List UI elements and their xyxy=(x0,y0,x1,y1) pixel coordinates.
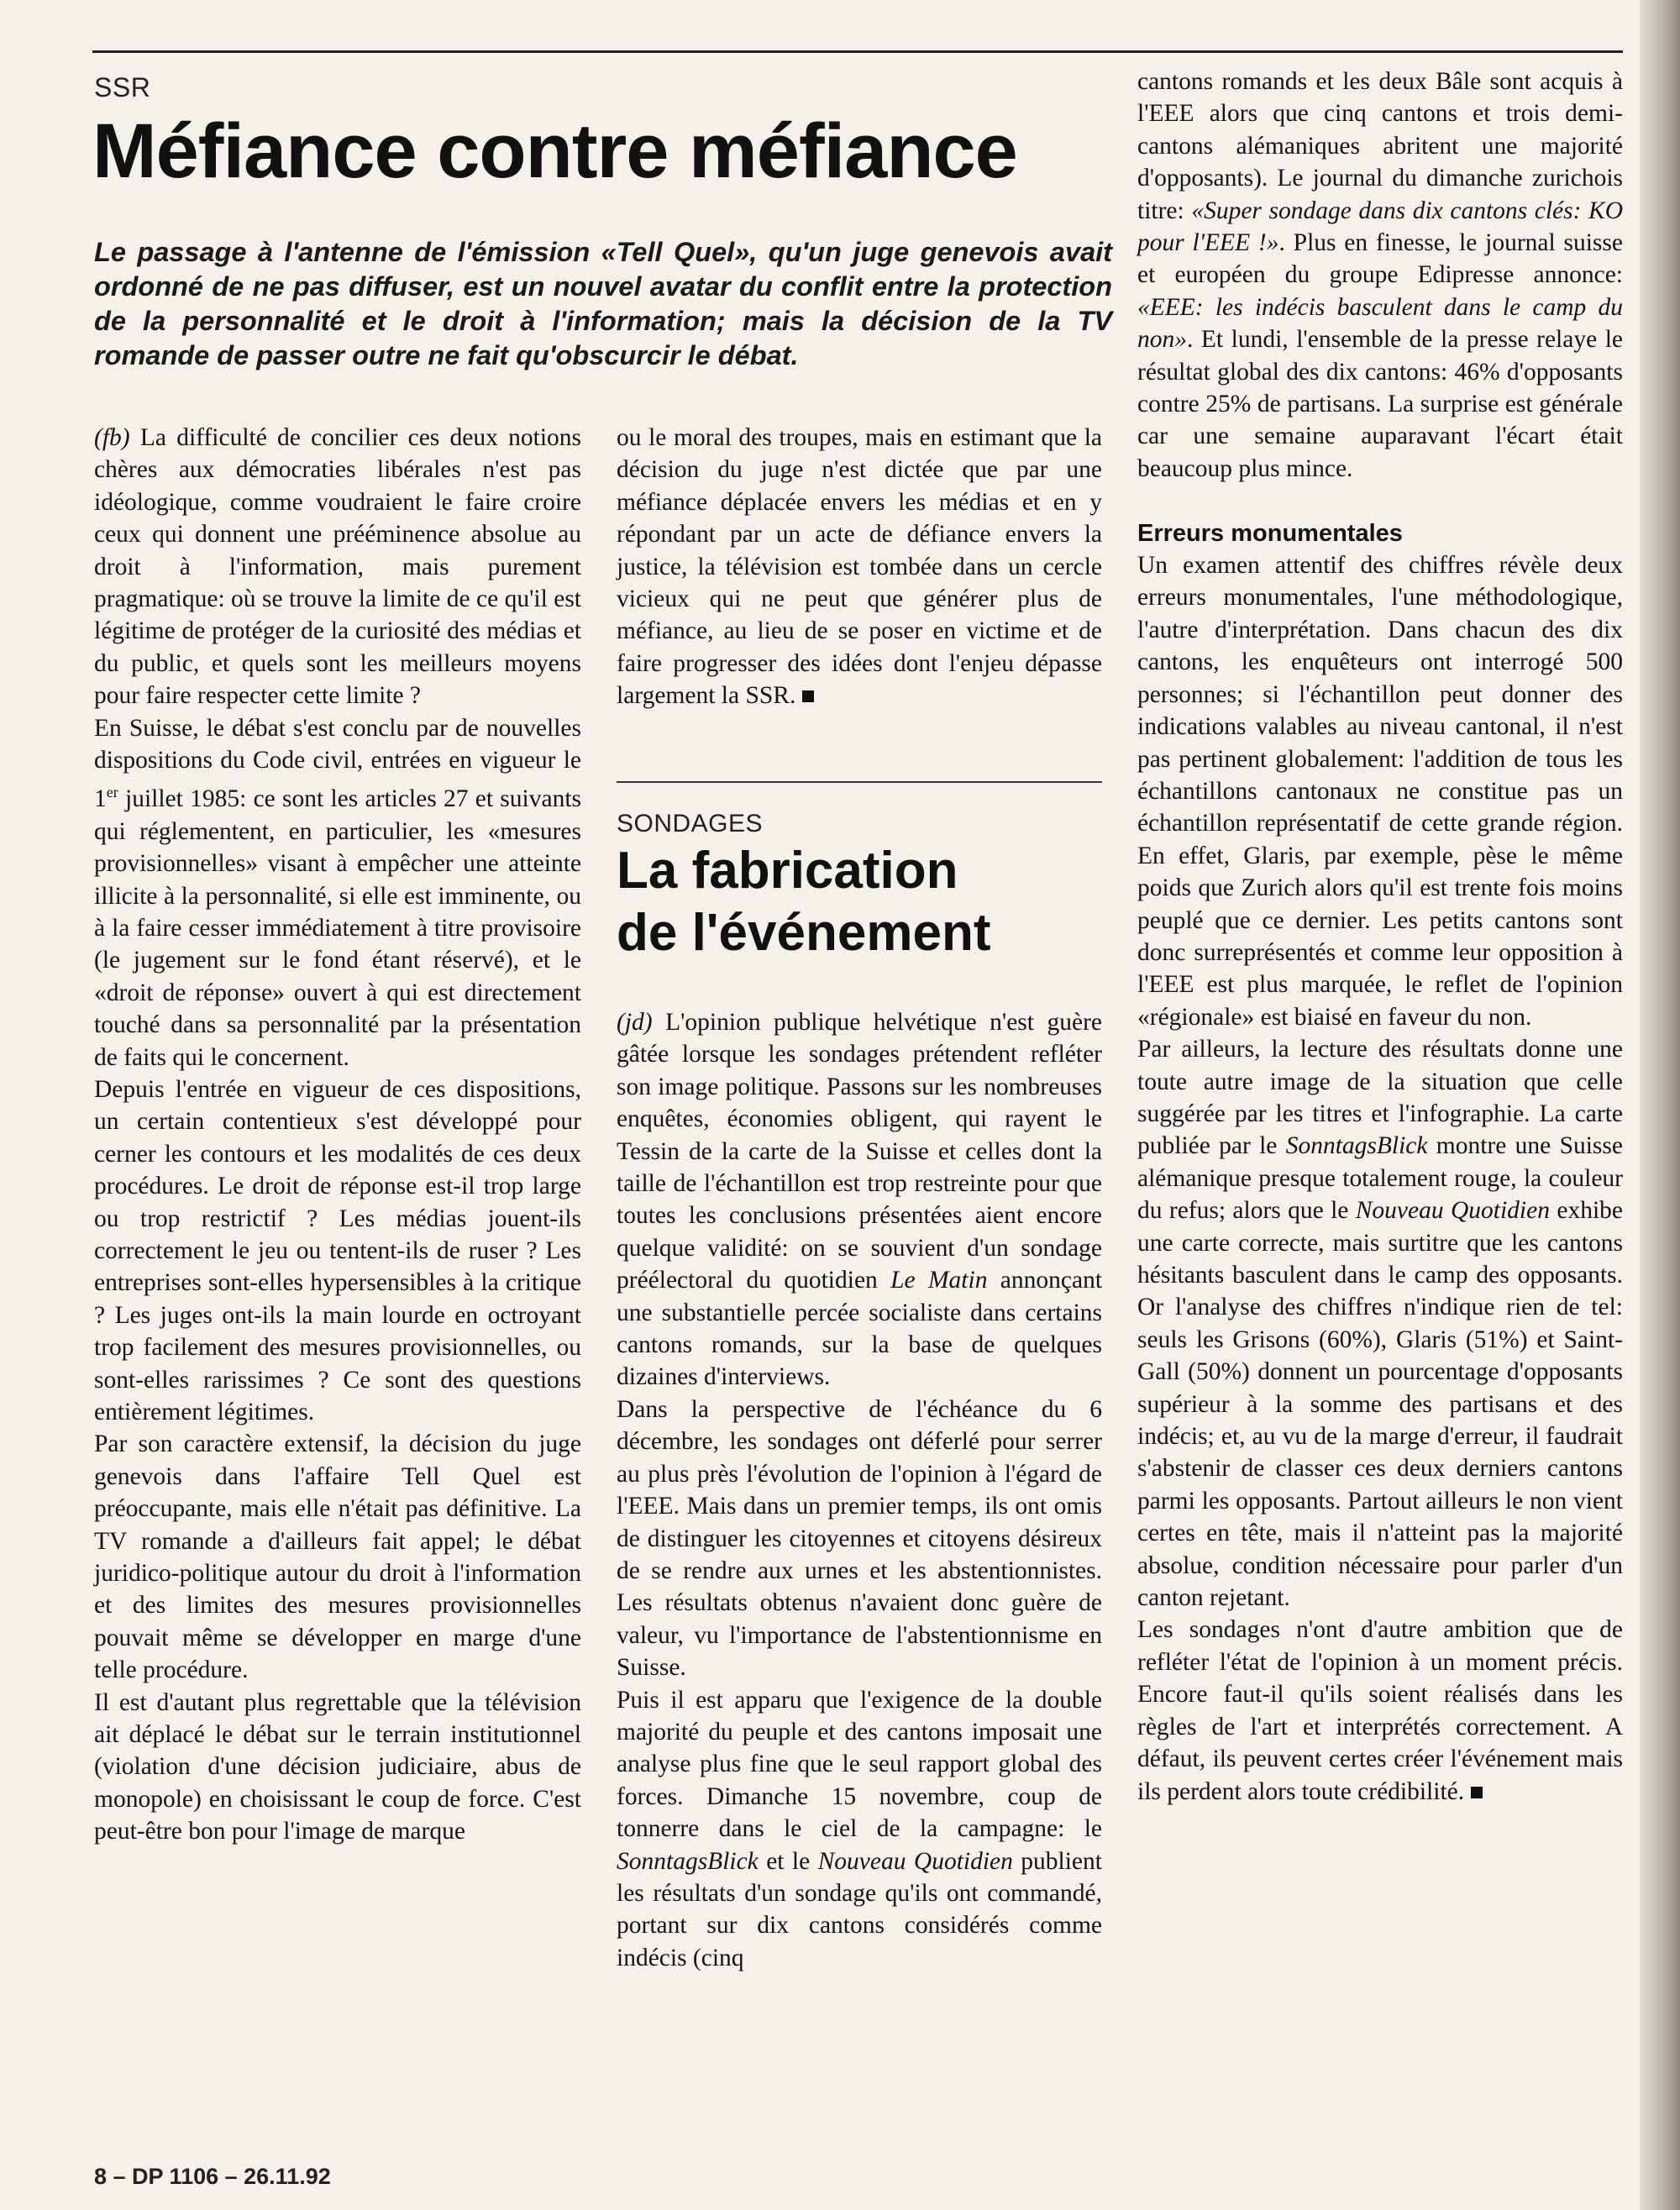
article1-paragraph-2: En Suisse, le débat s'est conclu par de nouvelles dispositions du Code civil, entrées en vigueur le 1er juillet 1985: ce sont les articles 27 et suivants qui réglementent, en particulier, les «mesures provisionnelles» visant à empêcher une atteinte illicite à la personnalité, si elle est imminente, ou à la faire cesser immédiatement à titre provisoire (le jugement sur le fond étant réservé), et le «droit de réponse» ouvert à qui est directement touché dans sa personnalité par la présentation de faits qui le concernent. xyxy=(94,714,581,1071)
article1-paragraph-3: Depuis l'entrée en vigueur de ces dispositions, un certain contentieux s'est développé pour cerner les contours et les modalités de ces deux procédures. Le droit de réponse est-il trop large ou trop restrictif ? Les médias jouent-ils correctement le jeu ou tentent-ils de ruser ? Les entreprises sont-elles hypersensibles à la critique ? Les juges ont-ils la main lourde en octroyant trop facilement des mesures provisionnelles, ou sont-elles rarissimes ? Ce sont des questions entièrement légitimes. xyxy=(94,1075,581,1426)
article1-kicker: SSR xyxy=(94,72,151,102)
article1-paragraph-4: Par son caractère extensif, la décision du juge genevois dans l'affaire Tell Quel est préoccupante, mais elle n'était pas définitive. La TV romande a d'ailleurs fait appel; le débat juridico-politique autour du droit à l'information et des limites des mesures provisionnelles pouvait même se développer en marge d'une telle procédure. xyxy=(94,1430,581,1684)
article2-subhead: Erreurs monumentales xyxy=(1137,519,1403,547)
article1-paragraph-6: ou le moral des troupes, mais en estimant que la décision du juge n'est dictée que par une méfiance déplacée envers les médias et en y répondant par un acte de défiance envers la justice, la télévision est tombée dans un cercle vicieux qui ne peut que générer plus de méfiance, au lieu de se poser en victime et de faire progresser des idées dont l'enjeu dépasse largement la SSR. xyxy=(617,424,1102,710)
article2-title: La fabrication de l'événement xyxy=(617,842,991,962)
article1-paragraph-1: (fb) La difficulté de concilier ces deux notions chères aux démocraties libérales n'est pas idéologique, comme voudraient le faire croire ceux qui donnent une prééminence absolue au droit à l'information, mais purement pragmatique: où se trouve la limite de ce qu'il est légitime de protéger de la curiosité des médias et du public, et quels sont les meilleurs moyens pour faire respecter cette limite ? xyxy=(94,424,581,710)
top-rule xyxy=(92,50,1623,53)
article2-paragraph-7: Les sondages n'ont d'autre ambition que de refléter l'état de l'opinion à un moment précis. Encore faut-il qu'ils soient réalisés dans les règles de l'art et interprétés correctement. A défaut, ils peuvent certes créer l'événement mais ils perdent alors toute crédibilité. xyxy=(1137,1616,1623,1805)
article2-column-1 xyxy=(617,1006,1102,1974)
end-of-article-mark xyxy=(802,690,814,702)
article1-paragraph-5: Il est d'autant plus regrettable que la télévision ait déplacé le débat sur le terrain institutionnel (violation d'une décision judiciaire, abus de monopole) en choisissant le coup de force. C'est peut-être bon pour l'image de marque xyxy=(94,1688,581,1845)
article2-column-2 xyxy=(1137,66,1623,1808)
article1-title: Méfiance contre méfiance xyxy=(92,108,1017,194)
article2-paragraph-5: Un examen attentif des chiffres révèle deux erreurs monumentales, l'une méthodologique, l'autre d'interprétation. Dans chacun des dix cantons, les enquêteurs ont interrogé 500 personnes; si l'échantillon peut donner des indications valables au niveau cantonal, il n'est pas pertinent globalement: l'addition de tous les échantillons cantonaux ne constitue pas un échantillon représentatif de cette grande région. En effet, Glaris, par exemple, pèse le même poids que Zurich alors qu'il est trente fois moins peuplé que ce dernier. Les petits cantons sont donc surreprésentés et comme leur opposition à l'EEE est plus marquée, le reflet de l'opinion «régionale» est biaisé en faveur du non. xyxy=(1137,552,1623,1031)
page-edge-shadow xyxy=(1640,0,1680,2210)
article2-byline: (jd) xyxy=(617,1009,653,1036)
spacer xyxy=(1137,485,1623,517)
end-of-article-mark xyxy=(1471,1787,1483,1798)
article1-column-1 xyxy=(94,422,581,1848)
article2-paragraph-1: (jd) L'opinion publique helvétique n'est guère gâtée lorsque les sondages prétendent refléter son image politique. Passons sur les nombreuses enquêtes, économies obligent, qui rayent le Tessin de la carte de la Suisse et celles dont la taille de l'échantillon est trop restreinte pour que toutes les conclusions présentées aient encore quelque validité: on se souvient d'un sondage préélectoral du quotidien Le Matin annonçant une substantielle percée socialiste dans certains cantons romands, sur la base de quelques dizaines d'interviews. xyxy=(617,1009,1103,1391)
article2-paragraph-2: Dans la perspective de l'échéance du 6 décembre, les sondages ont déferlé pour serrer au plus près l'évolution de l'opinion à l'égard de l'EEE. Mais dans un premier temps, ils ont omis de distinguer les citoyennes et citoyens désireux de se rendre aux urnes et les abstentionnistes. Les résultats obtenus n'avaient donc guère de valeur, vu l'importance de l'abstentionnisme en Suisse. xyxy=(617,1395,1102,1682)
article2-paragraph-3: Puis il est apparu que l'exigence de la double majorité du peuple et des cantons imposait une analyse plus fine que le seul rapport global des forces. Dimanche 15 novembre, coup de tonnerre dans le ciel de la campagne: le SonntagsBlick et le Nouveau Quotidien publient les résultats d'un sondage qu'ils ont commandé, portant sur dix cantons considérés comme indécis (cinq xyxy=(617,1686,1102,1971)
article2-paragraph-4: cantons romands et les deux Bâle sont acquis à l'EEE alors que cinq cantons et trois demi-cantons alémaniques abritent une majorité d'opposants). Le journal du dimanche zurichois titre: «Super sondage dans dix cantons clés: KO pour l'EEE !». Plus en finesse, le journal suisse et européen du groupe Edipresse annonce: «EEE: les indécis basculent dans le camp du non». Et lundi, l'ensemble de la presse relaye le résultat global des dix cantons: 46% d'opposants contre 25% de partisans. La surprise est générale car une semaine auparavant l'écart était beaucoup plus mince. xyxy=(1137,68,1624,482)
article1-lede: Le passage à l'antenne de l'émission «Tell Quel», qu'un juge genevois avait ordonné de ne pas diffuser, est un nouvel avatar du conflit entre la protection de la personnalité et le droit à l'information; mais la décision de la TV romande de passer outre ne fait qu'obscurcir le débat. xyxy=(94,237,1112,370)
article2-kicker: SONDAGES xyxy=(617,810,764,837)
article2-paragraph-6: Par ailleurs, la lecture des résultats donne une toute autre image de la situation que celle suggérée par les titres et l'infographie. La carte publiée par le SonntagsBlick montre une Suisse alémanique presque totalement rouge, la couleur du refus; alors que le Nouveau Quotidien exhibe une carte correcte, mais surtitre que les cantons hésitants basculent dans le camp des opposants. Or l'analyse des chiffres n'indique rien de tel: seuls les Grisons (60%), Glaris (51%) et Saint-Gall (50%) donnent un pourcentage d'opposants supérieur à la somme des partisans et des indécis; et, au vu de la marge d'erreur, il faudrait s'abstenir de classer ces deux derniers cantons parmi les opposants. Partout ailleurs le non vient certes en tête, mais il n'atteint pas la majorité absolue, condition nécessaire pour parler d'un canton rejetant. xyxy=(1137,1036,1623,1612)
article1-column-2 xyxy=(617,422,1102,712)
page-folio: 8 – DP 1106 – 26.11.92 xyxy=(94,2164,331,2189)
article1-byline: (fb) xyxy=(94,424,130,451)
section-divider xyxy=(617,781,1102,783)
